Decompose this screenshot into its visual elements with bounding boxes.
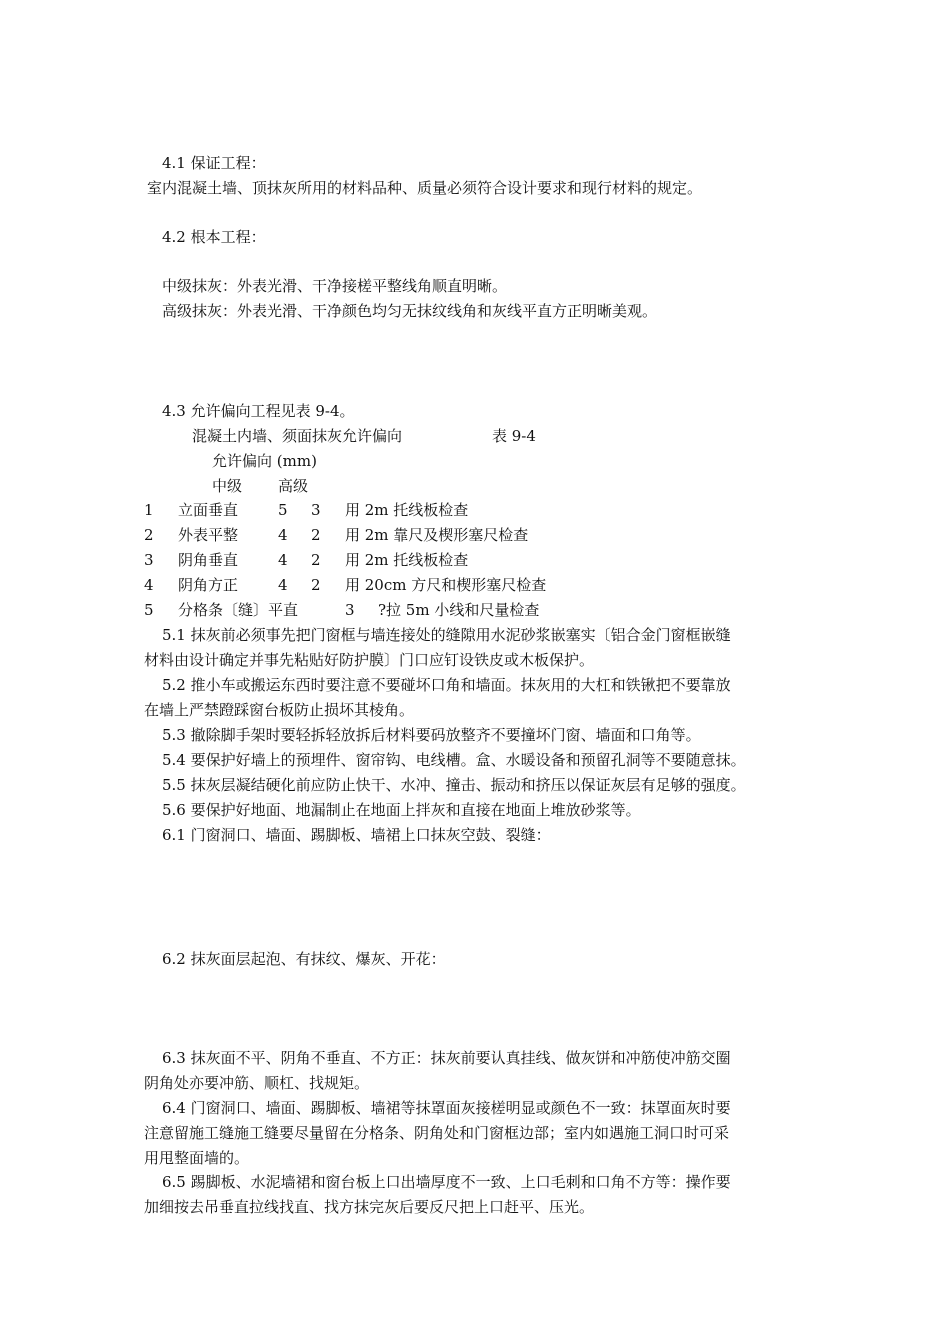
section-6-5-line2: 加细按去吊垂直拉线找直、找方抹完灰后要反尺把上口赶平、压光。 bbox=[144, 1198, 595, 1216]
section-4-2-heading: 4.2 根本工程： bbox=[162, 228, 266, 246]
row-number: 3 bbox=[144, 551, 154, 569]
row-number: 4 bbox=[144, 576, 154, 594]
section-5-2-line2: 在墙上严禁蹬踩窗台板防止损坏其棱角。 bbox=[144, 701, 415, 719]
section-5-1-line1: 5.1 抹灰前必须事先把门窗框与墙连接处的缝隙用水泥砂浆嵌塞实〔铝合金门窗框嵌缝 bbox=[162, 626, 731, 644]
section-5-3: 5.3 撤除脚手架时要轻拆轻放拆后材料要码放整齐不要撞坏门窗、墙面和口角等。 bbox=[162, 726, 701, 744]
row-method: ?拉 5m 小线和尺量检查 bbox=[378, 601, 540, 619]
table-group-header: 允许偏向 (mm) bbox=[212, 452, 317, 470]
section-6-5-line1: 6.5 踢脚板、水泥墙裙和窗台板上口出墙厚度不一致、上口毛刺和口角不方等：操作要 bbox=[162, 1173, 731, 1191]
row-item: 外表平整 bbox=[178, 526, 239, 544]
section-6-2: 6.2 抹灰面层起泡、有抹纹、爆灰、开花： bbox=[162, 950, 446, 968]
section-5-2-line1: 5.2 推小车或搬运东西时要注意不要碰坏口角和墙面。抹灰用的大杠和铁锹把不要靠放 bbox=[162, 676, 731, 694]
section-4-2-mid: 中级抹灰：外表光滑、干净接槎平整线角顺直明晰。 bbox=[162, 277, 508, 295]
row-number: 2 bbox=[144, 526, 154, 544]
row-high: 2 bbox=[311, 576, 321, 594]
section-4-3-heading: 4.3 允许偏向工程见表 9-4。 bbox=[162, 402, 355, 420]
row-item: 立面垂直 bbox=[178, 501, 239, 519]
section-5-4: 5.4 要保护好墙上的预埋件、窗帘钩、电线槽。盒、水暖设备和预留孔洞等不要随意抹。 bbox=[162, 751, 746, 769]
section-5-5: 5.5 抹灰层凝结硬化前应防止快干、水冲、撞击、振动和挤压以保证灰层有足够的强度。 bbox=[162, 776, 746, 794]
row-item: 阴角垂直 bbox=[178, 551, 239, 569]
section-4-1-text: 室内混凝土墙、顶抹灰所用的材料品种、质量必须符合设计要求和现行材料的规定。 bbox=[147, 179, 703, 197]
table-col-high: 高级 bbox=[278, 477, 309, 495]
row-method: 用 2m 靠尺及楔形塞尺检查 bbox=[345, 526, 529, 544]
row-high: 3 bbox=[311, 501, 321, 519]
section-6-4-line2: 注意留施工缝施工缝要尽量留在分格条、阴角处和门窗框边部；室内如遇施工洞口时可采 bbox=[144, 1124, 730, 1142]
section-6-3-line2: 阴角处亦要冲筋、顺杠、找规矩。 bbox=[144, 1074, 370, 1092]
row-mid: 4 bbox=[278, 576, 288, 594]
table-number: 表 9-4 bbox=[492, 427, 536, 445]
table-col-mid: 中级 bbox=[212, 477, 243, 495]
table-title: 混凝土内墙、须面抹灰允许偏向 bbox=[192, 427, 403, 445]
row-high: 2 bbox=[311, 551, 321, 569]
row-mid: 3 bbox=[345, 601, 355, 619]
row-method: 用 2m 托线板检查 bbox=[345, 501, 469, 519]
row-number: 5 bbox=[144, 601, 154, 619]
row-number: 1 bbox=[144, 501, 154, 519]
row-item: 分格条〔缝〕平直 bbox=[178, 601, 299, 619]
section-6-4-line1: 6.4 门窗洞口、墙面、踢脚板、墙裙等抹罩面灰接槎明显或颜色不一致：抹罩面灰时要 bbox=[162, 1099, 731, 1117]
section-6-4-line3: 用甩整面墙的。 bbox=[144, 1149, 250, 1167]
section-5-6: 5.6 要保护好地面、地漏制止在地面上拌灰和直接在地面上堆放砂浆等。 bbox=[162, 801, 641, 819]
row-high: 2 bbox=[311, 526, 321, 544]
section-5-1-line2: 材料由设计确定并事先粘贴好防护膜〕门口应钉设铁皮或木板保护。 bbox=[144, 651, 595, 669]
section-4-2-high: 高级抹灰：外表光滑、干净颜色均匀无抹纹线角和灰线平直方正明晰美观。 bbox=[162, 302, 658, 320]
row-mid: 4 bbox=[278, 526, 288, 544]
row-mid: 5 bbox=[278, 501, 288, 519]
section-4-1-heading: 4.1 保证工程： bbox=[162, 154, 266, 172]
row-mid: 4 bbox=[278, 551, 288, 569]
section-6-3-line1: 6.3 抹灰面不平、阴角不垂直、不方正：抹灰前要认真挂线、做灰饼和冲筋使冲筋交圈 bbox=[162, 1049, 731, 1067]
row-method: 用 20cm 方尺和楔形塞尺检查 bbox=[345, 576, 547, 594]
row-method: 用 2m 托线板检查 bbox=[345, 551, 469, 569]
section-6-1: 6.1 门窗洞口、墙面、踢脚板、墙裙上口抹灰空鼓、裂缝： bbox=[162, 826, 551, 844]
row-item: 阴角方正 bbox=[178, 576, 239, 594]
